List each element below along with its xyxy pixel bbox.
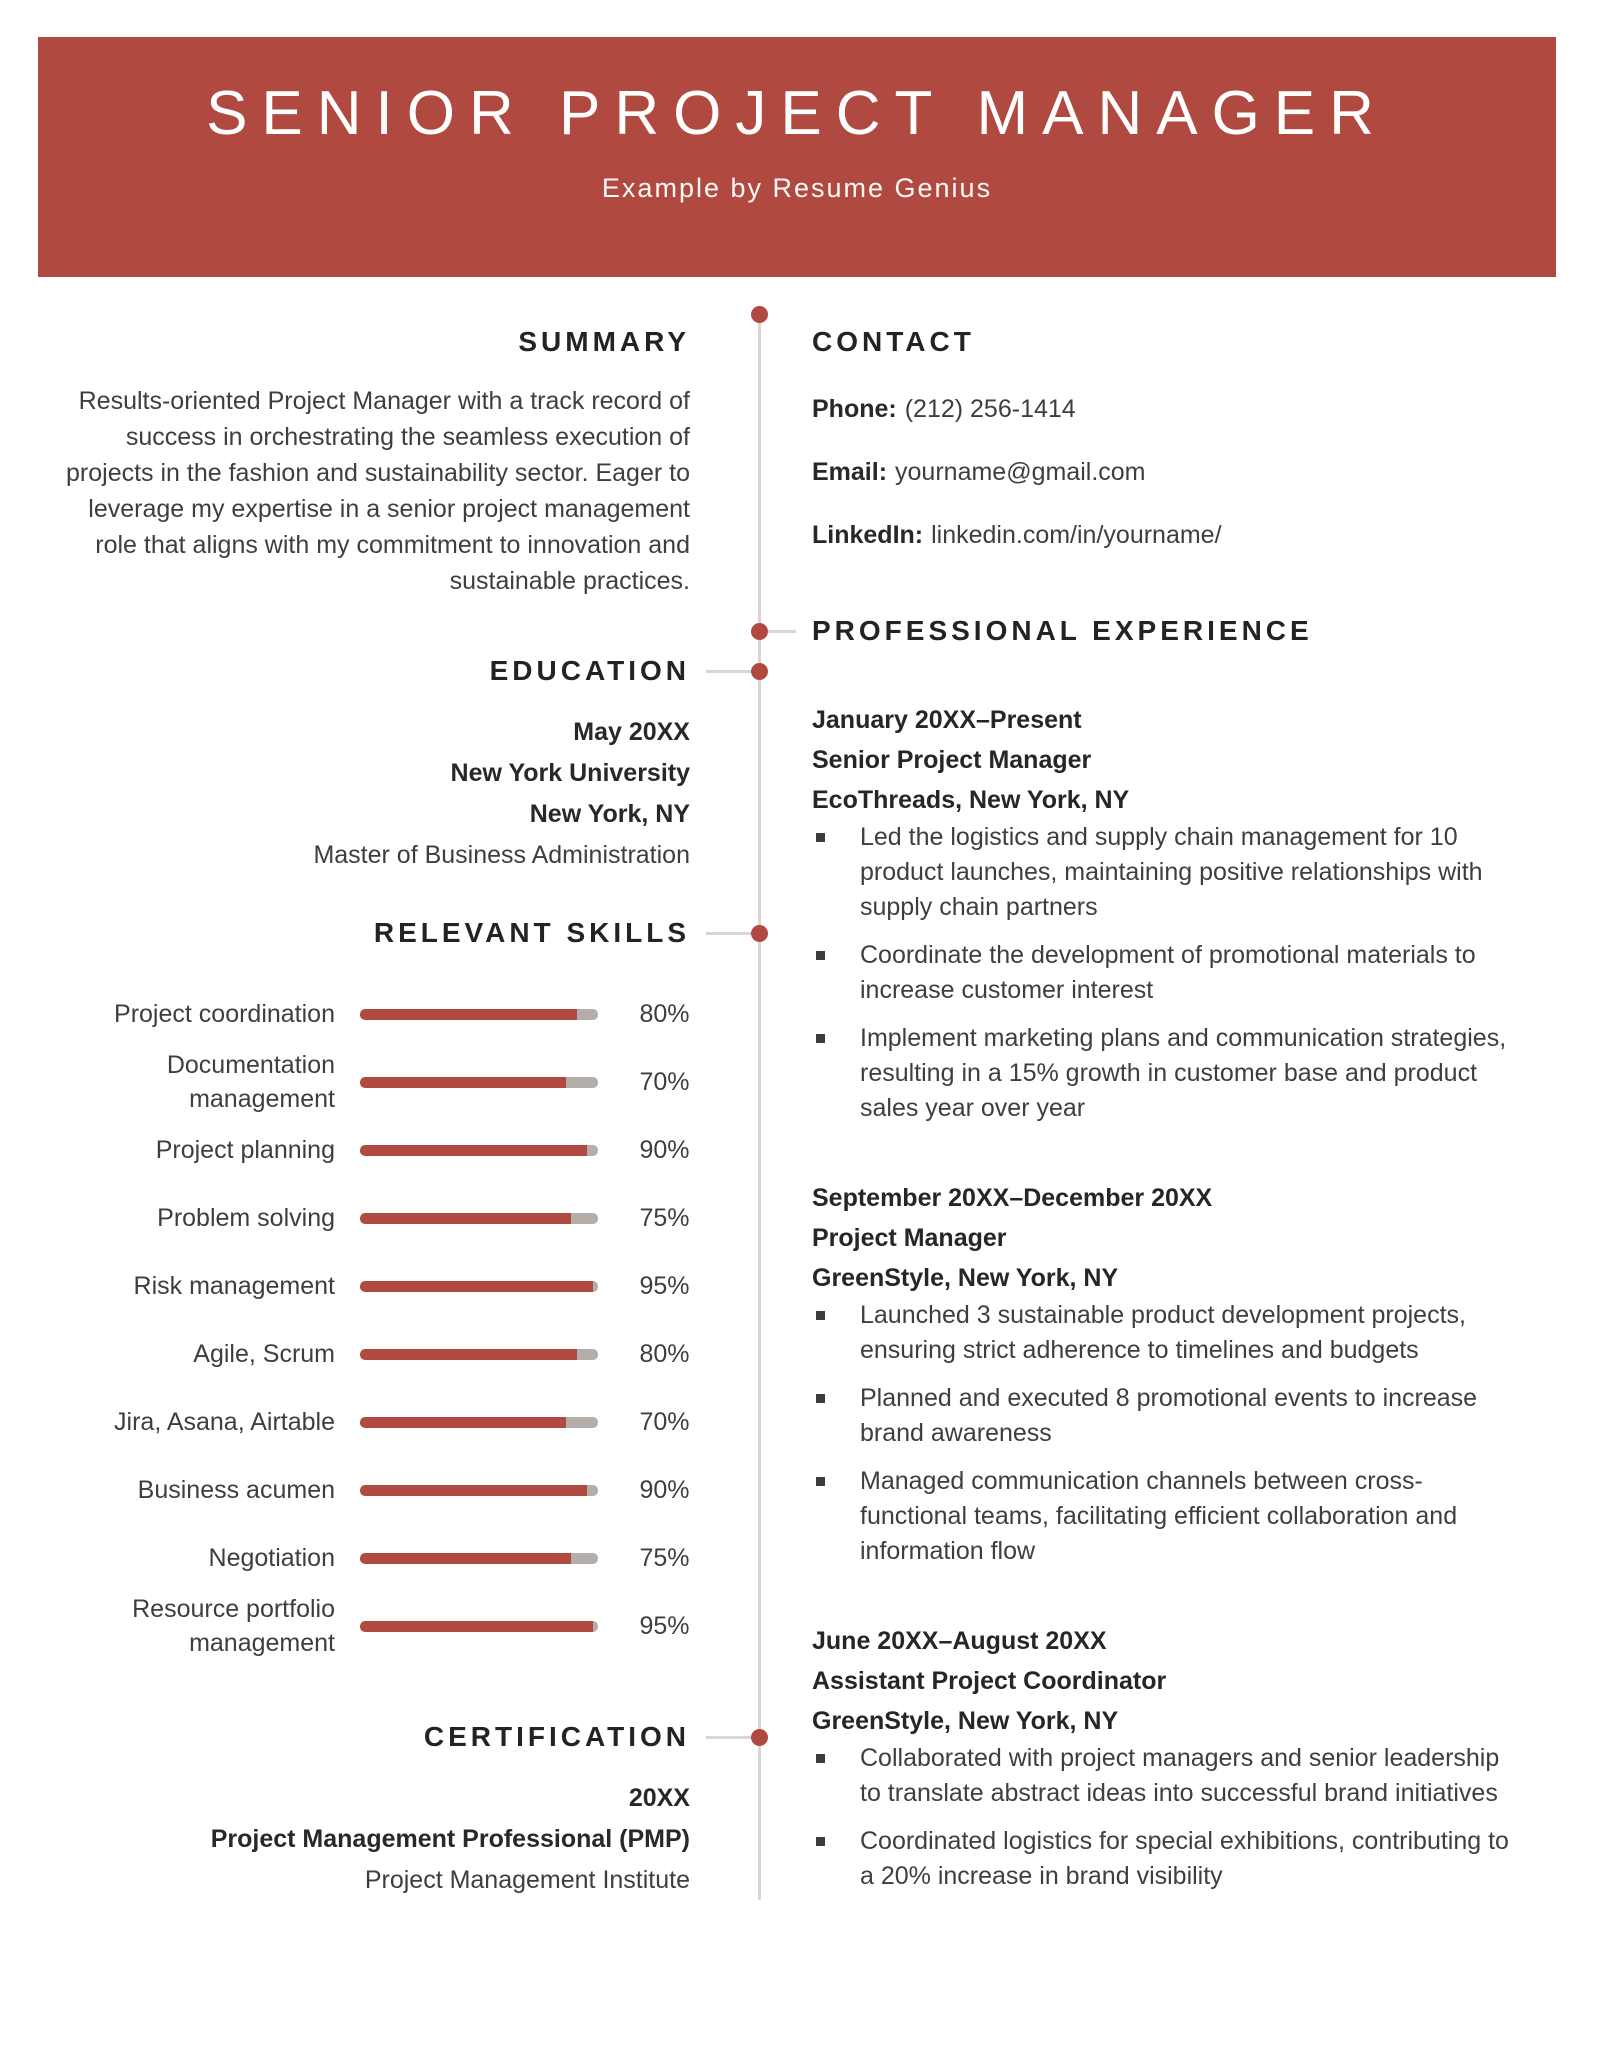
job-company: EcoThreads, New York, NY [812,786,1130,814]
job-bullet [812,820,1512,925]
job-bullet-text: Implement marketing plans and communication strategies, resulting in a 15% growth in customer base and product sales year over year [860,1024,1507,1122]
skill-bar-track [360,1009,598,1020]
skill-bar-track [360,1621,598,1632]
contact-item-value: (212) 256-1414 [904,395,1076,423]
education-heading: EDUCATION [489,655,690,686]
job-entry [812,1178,1512,1569]
job-company: GreenStyle, New York, NY [812,1264,1119,1292]
contact-item-value: yourname@gmail.com [895,458,1146,486]
skill-percent: 75% [639,1203,690,1232]
skill-row [60,1184,690,1252]
column-gap [690,325,808,1901]
skill-bar-fill [360,1349,577,1360]
content-area [0,325,1600,1901]
skill-percent: 95% [639,1611,690,1640]
contact-item-label: Phone: [812,395,897,423]
timeline-dot [751,623,768,640]
job-bullet [812,1381,1512,1451]
job-dates: January 20XX–Present [812,706,1082,734]
job-bullet [812,1298,1512,1368]
skill-bar-fill [360,1553,571,1564]
summary-heading: SUMMARY [518,326,690,357]
education-line: New York, NY [529,800,690,828]
job-entry [812,700,1512,1126]
skills-heading: RELEVANT SKILLS [373,917,690,948]
job-bullet [812,1824,1512,1894]
skill-label: Documentation management [166,1051,335,1113]
bullet-square-icon [816,1311,825,1320]
skill-row [60,1320,690,1388]
right-column [808,325,1512,1901]
skill-bar-fill [360,1145,587,1156]
contact-heading: CONTACT [812,326,975,357]
skill-bar-track [360,1417,598,1428]
job-title: Senior Project Manager [812,746,1092,774]
timeline-rule [758,314,761,1900]
job-bullet-list [812,1741,1512,1894]
bullet-square-icon [816,951,825,960]
education-line: Master of Business Administration [313,841,690,869]
skill-bar-track [360,1077,598,1088]
experience-section [808,614,1512,1894]
job-title: Assistant Project Coordinator [812,1667,1167,1695]
bullet-square-icon [816,1034,825,1043]
skill-percent: 70% [639,1407,690,1436]
skill-label: Jira, Asana, Airtable [114,1408,335,1436]
skill-percent: 80% [639,1339,690,1368]
skills-section [60,916,690,1660]
skill-percent: 70% [639,1067,690,1096]
skill-row [60,1048,690,1116]
contact-item-value: linkedin.com/in/yourname/ [931,521,1222,549]
header-banner [38,37,1556,277]
skill-row [60,1116,690,1184]
skill-label: Risk management [133,1272,335,1300]
left-column [60,325,690,1901]
skill-row [60,1456,690,1524]
skill-row [60,1388,690,1456]
job-company: GreenStyle, New York, NY [812,1707,1119,1735]
skill-bar-fill [360,1485,587,1496]
experience-heading: PROFESSIONAL EXPERIENCE [812,615,1313,646]
timeline-dot [751,1729,768,1746]
skill-label: Business acumen [137,1476,335,1504]
job-bullet-text: Managed communication channels between cross-functional teams, facilitating efficient collaboration and information flow [860,1467,1458,1565]
skill-label: Resource portfolio management [132,1595,335,1657]
bullet-square-icon [816,1477,825,1486]
job-bullet [812,1741,1512,1811]
experience-jobs [812,700,1512,1894]
skill-label: Project planning [155,1136,335,1164]
skill-percent: 75% [639,1543,690,1572]
skill-percent: 80% [639,999,690,1028]
contact-item [812,393,1512,426]
summary-section [60,325,690,599]
skill-bar-fill [360,1417,566,1428]
contact-section [808,325,1512,552]
contact-list [812,393,1512,552]
certification-lines [60,1778,690,1901]
skill-bar-track [360,1213,598,1224]
certification-heading: CERTIFICATION [423,1721,690,1752]
skill-row [60,1252,690,1320]
job-title: Project Manager [812,1224,1007,1252]
job-bullet-text: Collaborated with project managers and senior leadership to translate abstract ideas into successful brand initiatives [860,1744,1500,1807]
skill-bar-track [360,1349,598,1360]
bullet-square-icon [816,833,825,842]
education-line: New York University [450,759,690,787]
job-bullet-text: Coordinate the development of promotional materials to increase customer interest [860,941,1476,1004]
skill-bar-fill [360,1213,571,1224]
job-bullet [812,938,1512,1008]
job-bullet-list [812,820,1512,1126]
skill-percent: 90% [639,1135,690,1164]
contact-item [812,519,1512,552]
contact-item-label: LinkedIn: [812,521,924,549]
skill-bar-fill [360,1621,593,1632]
timeline-dot [751,925,768,942]
page-subtitle: Example by Resume Genius [601,173,993,204]
job-bullet [812,1464,1512,1569]
job-bullet-text: Launched 3 sustainable product development projects, ensuring strict adherence to timelines and budgets [860,1301,1466,1364]
skill-label: Negotiation [208,1544,335,1572]
bullet-square-icon [816,1394,825,1403]
job-bullet [812,1021,1512,1126]
job-dates: June 20XX–August 20XX [812,1627,1107,1655]
bullet-square-icon [816,1754,825,1763]
education-line: May 20XX [573,718,690,746]
skill-row [60,1592,690,1660]
skill-bar-fill [360,1077,566,1088]
skill-row [60,980,690,1048]
skill-bar-track [360,1281,598,1292]
skill-bar-fill [360,1009,577,1020]
certification-line: 20XX [628,1784,690,1812]
skill-percent: 90% [639,1475,690,1504]
bullet-square-icon [816,1837,825,1846]
skill-label: Agile, Scrum [193,1340,335,1368]
skills-list [60,980,690,1660]
certification-line: Project Management Professional (PMP) [210,1825,690,1853]
skill-label: Project coordination [114,1000,335,1028]
skill-label: Problem solving [157,1204,335,1232]
education-lines [60,712,690,876]
skill-bar-track [360,1553,598,1564]
job-bullet-text: Planned and executed 8 promotional events to increase brand awareness [860,1384,1478,1447]
contact-item [812,456,1512,489]
job-bullet-text: Led the logistics and supply chain management for 10 product launches, maintaining positive relationships with supply chain partners [860,823,1483,921]
job-entry [812,1621,1512,1894]
skill-bar-track [360,1145,598,1156]
certification-section [60,1720,690,1901]
job-dates: September 20XX–December 20XX [812,1184,1213,1212]
skill-bar-fill [360,1281,593,1292]
contact-item-label: Email: [812,458,888,486]
skill-row [60,1524,690,1592]
skill-percent: 95% [639,1271,690,1300]
skill-bar-track [360,1485,598,1496]
timeline-dot [751,306,768,323]
job-bullet-text: Coordinated logistics for special exhibitions, contributing to a 20% increase in brand visibility [860,1827,1509,1890]
job-bullet-list [812,1298,1512,1569]
education-section [60,654,690,876]
timeline-dot [751,663,768,680]
certification-line: Project Management Institute [364,1866,690,1894]
summary-text: Results-oriented Project Manager with a track record of success in orchestrating the seamless execution of projects in the fashion and sustainability sector. Eager to leverage my expertise in a senior project management role that aligns with my commitment to innovation and sustainable practices. [66,387,690,595]
page-title: SENIOR PROJECT MANAGER [206,79,1388,148]
